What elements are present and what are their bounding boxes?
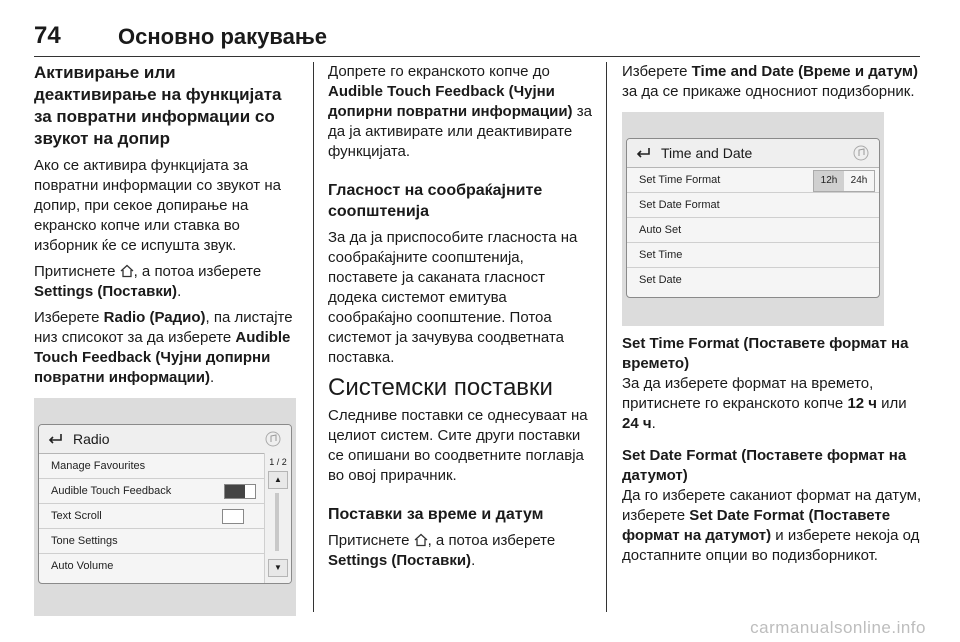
radio-menu-list xyxy=(39,454,264,578)
column-2 xyxy=(328,62,592,622)
time-date-screen xyxy=(626,138,880,298)
section-title: Основно ракување xyxy=(118,24,327,49)
menu-item[interactable]: Set Date Format xyxy=(627,193,879,218)
menu-item[interactable]: Set Date xyxy=(639,274,682,286)
screen-title: Time and Date xyxy=(661,145,753,161)
radio-screen xyxy=(38,424,292,584)
menu-item[interactable]: Auto Set xyxy=(627,218,879,243)
scroll-down-button[interactable]: ▼ xyxy=(268,559,288,577)
menu-item[interactable]: Audible Touch Feedback xyxy=(39,479,264,504)
time-date-instruction: Притиснете , а потоа изберете Settings (Поставки). xyxy=(328,532,556,569)
screen-title: Radio xyxy=(73,431,110,447)
time-date-heading: Поставки за време и датум xyxy=(328,506,544,523)
option-12h[interactable]: 12h xyxy=(814,171,844,191)
page-indicator: 1 / 2 xyxy=(269,457,287,467)
traffic-volume-heading: Гласност на сообраќајните соопштенија xyxy=(328,182,543,220)
set-time-format-heading: Set Time Format (Поставете формат на времето) xyxy=(622,335,909,372)
menu-item[interactable]: Manage Favourites xyxy=(39,454,264,479)
page-header xyxy=(34,22,920,57)
option-24h[interactable]: 24h xyxy=(850,175,868,186)
system-settings-text: Следниве поставки се однесуваат на целиот систем. Сите други поставки се опишани во соодветните поглавја во овој прирачник. xyxy=(328,407,588,484)
column-divider xyxy=(606,62,607,612)
set-time-format-text: За да изберете формат на времето, притиснете го екранското копче 12 ч или 24 ч. xyxy=(622,375,907,432)
column-3 xyxy=(622,62,922,622)
menu-item[interactable]: Text Scroll xyxy=(39,504,264,529)
traffic-volume-text: За да ја приспособите гласноста на сообраќајните соопштенија, поставете ја саканата гласност додека системот емитува сообраќајно соопштение. Потоа системот ја зачувува соодветната поставка. xyxy=(328,229,578,366)
feedback-heading: Активирање или деактивирање на функцијата за повратни информации со звукот на допир xyxy=(34,63,282,148)
instruction-radio: Изберете Radio (Радио), па листајте низ списокот за да изберете Audible Touch Feedback (Чујни допирни повратни информации). xyxy=(34,309,293,386)
menu-item[interactable]: Auto Volume xyxy=(51,560,114,572)
screen-top-bar xyxy=(627,139,879,168)
back-arrow-icon[interactable] xyxy=(635,146,651,159)
screen-top-bar xyxy=(39,425,291,454)
instruction-settings: Притиснете , а потоа изберете Settings (Поставки). xyxy=(34,263,262,300)
scroll-column xyxy=(264,453,291,583)
set-date-format-text: Да го изберете саканиот формат на датум, изберете Set Date Format (Поставете формат на датумот) и изберете некоја од достапните опции во подизборникот. xyxy=(622,487,922,564)
music-note-icon xyxy=(853,145,869,161)
home-icon xyxy=(414,533,428,547)
scrollbar-track[interactable] xyxy=(275,493,279,551)
time-menu-list xyxy=(627,168,879,292)
time-date-screenshot xyxy=(622,112,884,326)
menu-item[interactable]: Set Time xyxy=(627,243,879,268)
set-date-format-heading: Set Date Format (Поставете формат на датумот) xyxy=(622,447,907,484)
home-icon xyxy=(120,264,134,278)
page-number: 74 xyxy=(34,22,61,49)
menu-item[interactable]: Set Time Format 12h 24h xyxy=(627,168,879,193)
menu-item[interactable]: Tone Settings xyxy=(39,529,264,554)
scroll-up-button[interactable]: ▲ xyxy=(268,471,288,489)
column-divider xyxy=(313,62,314,612)
radio-screenshot xyxy=(34,398,296,616)
column-1 xyxy=(34,62,296,622)
feedback-intro: Ако се активира функцијата за повратни информации со звукот на допир, при секое допирање на екранско копче или ставка во изборник ќе се испушта звук. xyxy=(34,157,281,254)
toggle-switch[interactable] xyxy=(222,509,244,524)
toggle-switch[interactable] xyxy=(224,484,256,499)
time-date-select: Изберете Time and Date (Време и датум) за да се прикаже односниот подизборник. xyxy=(622,63,919,100)
time-format-selector[interactable] xyxy=(813,170,875,192)
back-arrow-icon[interactable] xyxy=(47,432,63,445)
music-note-icon xyxy=(265,431,281,447)
system-settings-heading: Системски поставки xyxy=(328,374,553,401)
watermark-url: carmanualsonline.info xyxy=(750,618,926,637)
toggle-instruction: Допрете го екранското копче до Audible Touch Feedback (Чујни допирни повратни информации) за да ја активирате или деактивирате функцијата. xyxy=(328,63,592,160)
